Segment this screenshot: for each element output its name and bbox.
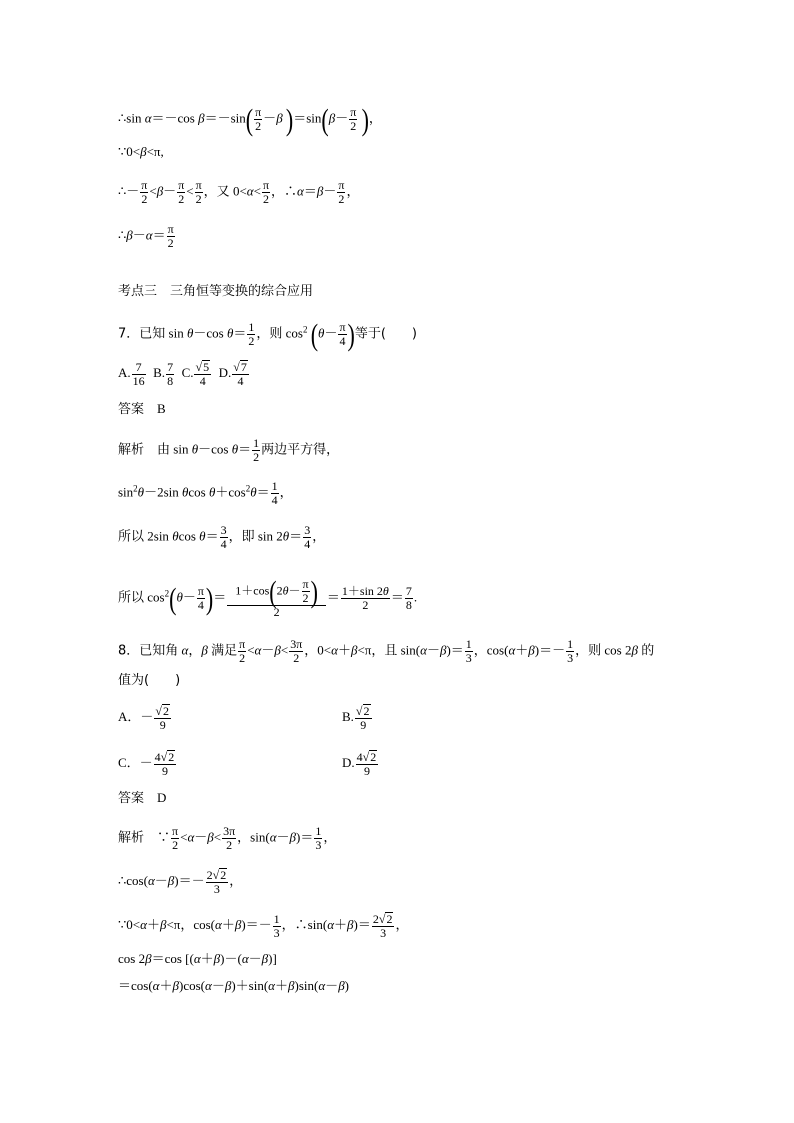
q8-analysis-5: ＝cos(α＋β)cos(α－β)＋sin(α＋β)sin(α－β) xyxy=(118,978,350,993)
q7-option-d: D. $\frac{√7}{4}$ xyxy=(218,360,247,388)
q7-answer: 答案 B xyxy=(118,401,166,417)
section-title: 考点三 三角恒等变换的综合应用 xyxy=(118,284,314,299)
q7-analysis-4: 所以 $\cos^2(\theta-$ $\frac{\pi}{4}$ )＝ 1＋cos(2θ－ $\frac{\pi}{2}$ ) 2 ＝ $\frac{1+\sin 2\theta}{2}$ ＝ $\frac{7}{8}$ . xyxy=(118,573,418,619)
q7-analysis-3: 所以 2sin θcos θ＝ $\frac{3}{4}$ ，即 sin 2θ＝ $\frac{3}{4}$ ， xyxy=(118,523,326,551)
proof-line-4: ∴β－α＝ $\frac{\pi}{2}$ xyxy=(118,222,174,250)
q8-option-a: A．－ $\frac{√2}{9}$ xyxy=(118,704,169,732)
q8-analysis-4: cos 2β＝cos [(α＋β)－(α－β)] xyxy=(118,951,277,966)
q8-option-d: D. $\frac{4√2}{9}$ xyxy=(342,750,377,778)
q7-analysis-2: $\sin^2\theta-2\sin$ θcos $\theta+\cos^2\theta=$ $\frac{1}{4}$ ， xyxy=(118,479,293,507)
q7-analysis-1: 解析 由 sin θ－cos θ＝ $\frac{1}{2}$ 两边平方得， xyxy=(118,436,340,464)
q7-option-b: B. $\frac{7}{8}$ xyxy=(153,359,174,388)
proof-line-2: ∵0<β<π, xyxy=(118,144,164,159)
proof-line-1: ∴sin α＝－cos β＝－sin( $\frac{\pi}{2}$ －β )＝sin(β－ $\frac{\pi}{2}$ )， xyxy=(118,101,382,137)
proof-line-3: ∴－ $\frac{\pi}{2}$ <β－ $\frac{\pi}{2}$ < $\frac{\pi}{2}$ ，又 0<α< $\frac{\pi}{2}$ ，∴α＝β－ $\frac{\pi}{2}$ ， xyxy=(118,178,360,206)
q7-options xyxy=(118,360,250,388)
q8-stem-2: 值为( ) xyxy=(118,673,181,688)
q8-answer: 答案 D xyxy=(118,790,167,806)
q8-option-b: B. $\frac{√2}{9}$ xyxy=(342,704,370,732)
q8-analysis-2: ∴cos(α－β)＝－ $\frac{2√2}{3}$ ， xyxy=(118,868,243,896)
q8-analysis-3: ∵0<α＋β<π，cos(α＋β)＝－ $\frac{1}{3}$ ，∴sin(α＋β)＝ $\frac{2√2}{3}$ ， xyxy=(118,911,409,940)
q7-stem: 7．已知 sin θ－cos θ＝ $\frac{1}{2}$ ，则 $\cos^2 (\theta-$ $\frac{\pi}{4}$ )等于( ) xyxy=(118,316,417,352)
q8-analysis-1: 解析 ∵ $\frac{\pi}{2}$ <α－β< $\frac{3\pi}{2}$ ，sin(α－β)＝ $\frac{1}{3}$ ， xyxy=(118,824,337,852)
q8-stem-1: 8．已知角 α，β 满足 $\frac{\pi}{2}$ <α－β< $\frac{3\pi}{2}$ ，0<α＋β<π，且 sin(α－β)＝ $\frac{1}{3}$ ，cos(α＋β)＝－ $\frac{1}{3}$ ，则 cos 2β 的 xyxy=(118,637,655,665)
q7-option-c: C. $\frac{√5}{4}$ xyxy=(181,360,210,388)
q7-option-a: A. $\frac{7}{16}$ xyxy=(118,359,145,388)
q8-option-c: C．－ $\frac{4√2}{9}$ xyxy=(118,750,175,778)
